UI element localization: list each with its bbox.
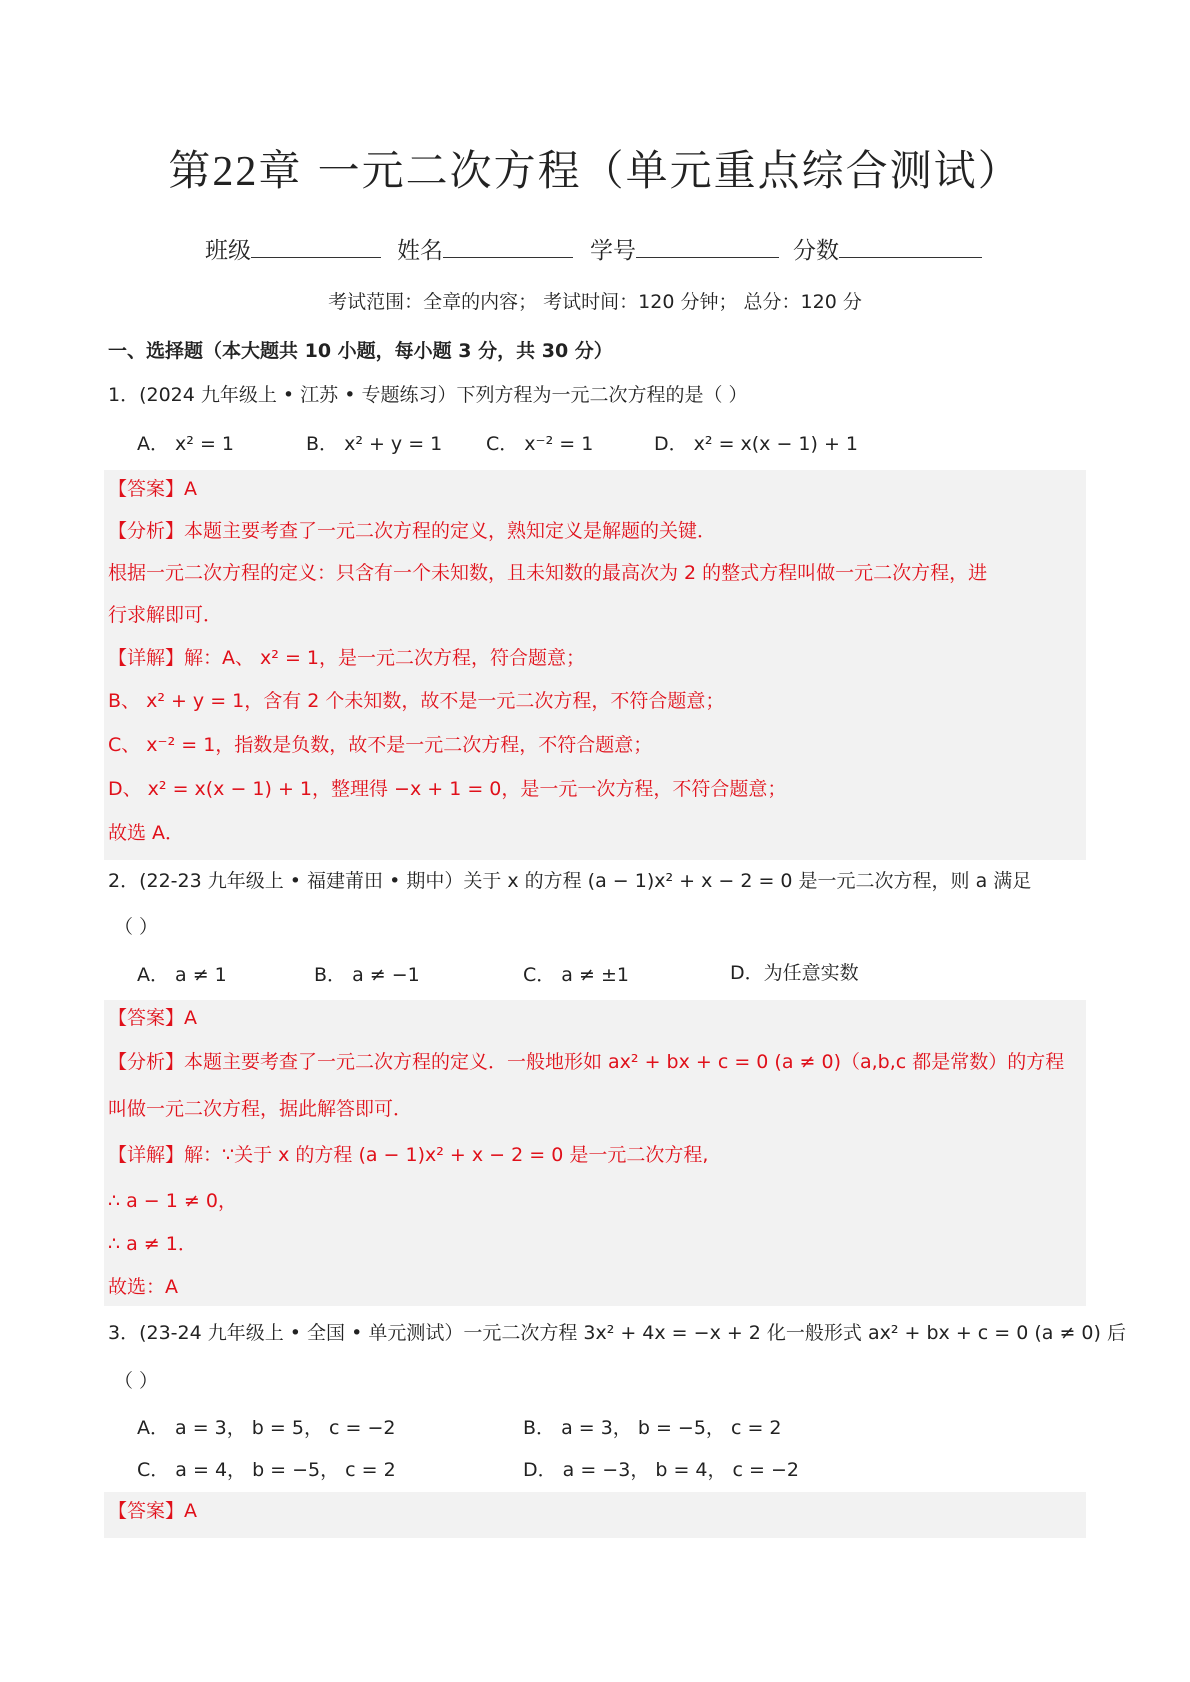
question-1-option-a: A． x² = 1 [137,433,234,455]
question-1-detail-b: B、 x² + y = 1，含有 2 个未知数，故不是一元二次方程，不符合题意； [108,690,725,712]
exam-scope-line: 考试范围：全章的内容； 考试时间：120 分钟； 总分：120 分 [328,291,862,313]
question-3-option-a: A． a = 3， b = 5， c = −2 [137,1417,396,1439]
question-1-detail-d: D、 x² = x(x − 1) + 1，整理得 −x + 1 = 0，是一元一次方程，不符合题意； [108,778,787,800]
question-2-detail-step-2: ∴ a ≠ 1． [108,1233,197,1255]
class-blank[interactable] [251,257,381,258]
question-1-answer: 【答案】A [108,478,197,500]
question-1-analysis-line-3: 行求解即可． [108,604,223,626]
score-field [793,232,982,265]
question-2-option-d: D．为任意实数 [730,962,859,984]
question-1-detail-c: C、 x⁻² = 1，指数是负数，故不是一元二次方程，不符合题意； [108,734,653,756]
question-2-analysis: 【分析】本题主要考查了一元二次方程的定义．一般地形如 ax² + bx + c = 0 (a ≠ 0)（a,b,c 都是常数）的方程 [108,1051,1065,1073]
question-1-option-c: C． x⁻² = 1 [486,433,594,455]
name-blank[interactable] [443,257,573,258]
question-2-detail: 【详解】解：∵关于 x 的方程 (a − 1)x² + x − 2 = 0 是一元二次方程, [108,1144,709,1166]
title-text: 章 一元二次方程（单元重点综合测试） [258,146,1022,195]
question-3-answer-panel [104,1492,1086,1538]
student-id-field [590,232,779,265]
page-title [0,138,1190,198]
name-label: 姓名 [397,238,443,264]
question-1-option-b: B． x² + y = 1 [306,433,443,455]
score-label: 分数 [793,238,839,264]
student-id-label: 学号 [590,238,636,264]
question-2-detail-step-1: ∴ a − 1 ≠ 0， [108,1190,237,1212]
class-label: 班级 [205,238,251,264]
question-2-stem-blank: （ ） [114,916,159,938]
question-2-option-a: A． a ≠ 1 [137,964,227,986]
question-1-detail: 【详解】解：A、 x² = 1，是一元二次方程，符合题意； [108,647,585,669]
question-1-conclusion: 故选 A． [108,822,185,844]
title-chapter-number: 22 [212,149,259,195]
question-2-option-b: B． a ≠ −1 [314,964,420,986]
question-3-stem: 3．(23-24 九年级上 • 全国 • 单元测试）一元二次方程 3x² + 4x = −x + 2 化一般形式 ax² + bx + c = 0 (a ≠ 0) 后 [108,1322,1126,1344]
section-heading: 一、选择题（本大题共 10 小题，每小题 3 分，共 30 分） [108,340,613,362]
name-field [397,232,573,265]
question-2-conclusion: 故选：A [108,1276,178,1298]
question-1-option-d: D． x² = x(x − 1) + 1 [654,433,859,455]
question-2-answer: 【答案】A [108,1007,197,1029]
student-id-blank[interactable] [636,257,779,258]
class-field [205,232,381,265]
question-1-analysis-line-2: 根据一元二次方程的定义：只含有一个未知数，且未知数的最高次为 2 的整式方程叫做一元二次方程，进 [108,562,988,584]
question-3-option-b: B． a = 3， b = −5， c = 2 [523,1417,782,1439]
question-3-option-d: D． a = −3， b = 4， c = −2 [523,1459,800,1481]
question-2-analysis-line-2: 叫做一元二次方程，据此解答即可． [108,1098,413,1120]
question-2-option-c: C． a ≠ ±1 [523,964,629,986]
question-3-stem-blank: （ ） [114,1370,159,1392]
question-3-option-c: C． a = 4， b = −5， c = 2 [137,1459,396,1481]
question-2-stem: 2．(22-23 九年级上 • 福建莆田 • 期中）关于 x 的方程 (a − 1)x² + x − 2 = 0 是一元二次方程，则 a 满足 [108,870,1032,892]
score-blank[interactable] [839,257,982,258]
title-prefix: 第 [168,146,213,195]
question-3-answer: 【答案】A [108,1500,197,1522]
question-1-stem: 1．(2024 九年级上 • 江苏 • 专题练习）下列方程为一元二次方程的是（ ） [108,384,748,406]
question-1-analysis: 【分析】本题主要考查了一元二次方程的定义，熟知定义是解题的关键． [108,520,717,542]
